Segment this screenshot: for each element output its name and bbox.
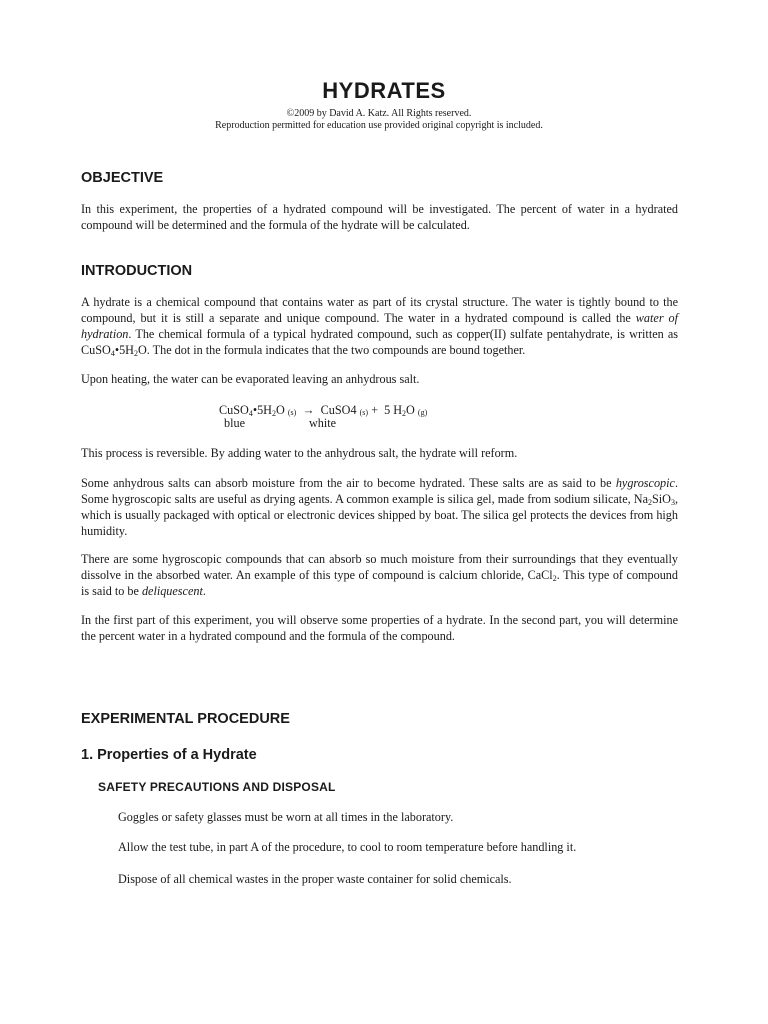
safety-item-cool-test-tube: Allow the test tube, in part A of the procedure, to cool to room temperature before handling it. — [118, 840, 577, 854]
intro-paragraph-2: Upon heating, the water can be evaporated leaving an anhydrous salt. — [81, 372, 420, 386]
dehydration-equation: $CuSO_4•5H_2O$ (s) → CuSO4 (s) + 5 $H_2O$ (g) — [219, 403, 428, 418]
intro-paragraph-1: A hydrate is a chemical compound that contains water as part of its crystal structure. The water is tightly bound to the compound, but it is still a separate and unique compound. The water in a hydrated compound is called the water of hydration. The chemical formula of a typical hydrated compound, such as copper(II) sulfate pentahydrate, is written as $CuSO_4•5H_2O$. The dot in the formula indicates that the two compounds are bound together. — [81, 295, 678, 358]
objective-heading: OBJECTIVE — [81, 170, 164, 186]
safety-heading: SAFETY PRECAUTIONS AND DISPOSAL — [98, 780, 336, 794]
procedure-heading: EXPERIMENTAL PROCEDURE — [81, 711, 290, 727]
properties-subheading: 1. Properties of a Hydrate — [81, 747, 257, 763]
intro-paragraph-5: There are some hygroscopic compounds that can absorb so much moisture from their surroundings that they eventually dissolve in the absorbed water. An example of this type of compound is calcium chloride, CaCl$_2$. This type of compound is said to be deliquescent. — [81, 552, 678, 598]
reproduction-notice: Reproduction permitted for education use provided original copyright is included. — [215, 120, 543, 131]
intro-paragraph-3: This process is reversible. By adding water to the anhydrous salt, the hydrate will reform. — [81, 446, 518, 460]
document-title: HYDRATES — [322, 78, 446, 103]
copyright-line: ©2009 by David A. Katz. All Rights reserved. — [286, 108, 472, 119]
equation-label-blue: blue — [224, 416, 245, 430]
introduction-heading: INTRODUCTION — [81, 263, 193, 279]
intro-paragraph-4: Some anhydrous salts can absorb moisture from the air to become hydrated. These salts are as said to be hygroscopic. Some hygroscopic salts are useful as drying agents. A common example is silica gel, made from sodium silicate, $Na_2SiO_3$, which is usually packaged with optical or electronic devices shipped by boat. The silica gel protects the devices from high humidity. — [81, 476, 678, 538]
safety-item-goggles: Goggles or safety glasses must be worn at all times in the laboratory. — [118, 810, 454, 824]
intro-paragraph-6: In the first part of this experiment, you will observe some properties of a hydrate. In the second part, you will determine the percent water in a hydrated compound and the formula of the compound. — [81, 613, 678, 643]
safety-item-disposal: Dispose of all chemical wastes in the proper waste container for solid chemicals. — [118, 872, 512, 886]
equation-label-white: white — [309, 416, 337, 430]
objective-text: In this experiment, the properties of a hydrated compound will be investigated. The percent of water in a hydrated compound will be determined and the formula of the hydrate will be calculated. — [81, 202, 678, 232]
